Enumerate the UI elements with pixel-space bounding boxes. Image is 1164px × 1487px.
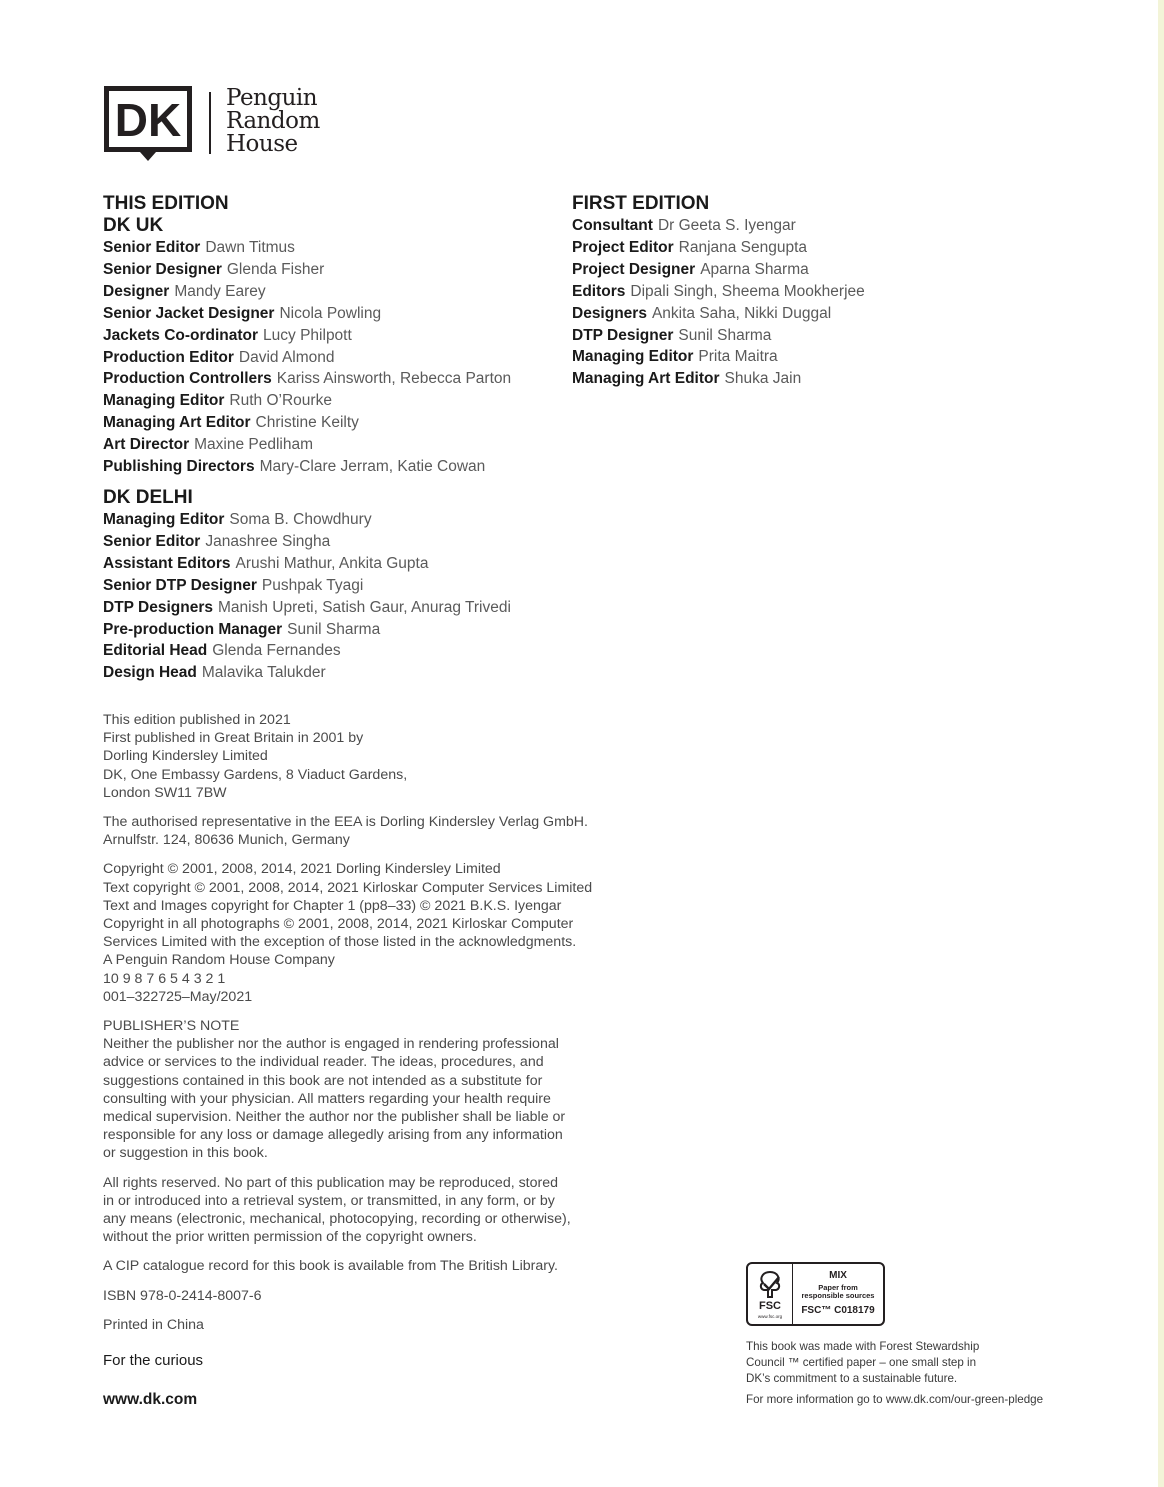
cip-record: A CIP catalogue record for this book is available from The British Library.	[103, 1258, 559, 1275]
this-edition-credits	[103, 193, 563, 684]
credit-names: Manish Upreti, Satish Gaur, Anurag Trivedi	[217, 598, 511, 616]
credit-role: Senior Editor	[103, 239, 201, 256]
publishers-note-line: advice or services to the individual reader. The ideas, procedures, and	[103, 1054, 544, 1071]
credit-names: Ranjana Sengupta	[678, 238, 808, 256]
fsc-mix: MIX	[829, 1270, 847, 1281]
credit-row	[103, 619, 563, 641]
credit-row	[103, 368, 563, 390]
credit-names: Maxine Pedliham	[194, 436, 314, 454]
credit-row	[572, 303, 1072, 325]
fsc-code: FSC™ C018179	[801, 1305, 875, 1316]
publication-line: This edition published in 2021	[103, 712, 291, 728]
credit-role: Designers	[572, 304, 647, 322]
fsc-mix-panel	[794, 1264, 882, 1324]
credit-names: Prita Maitra	[698, 348, 778, 366]
publication-line: London SW11 7BW	[103, 784, 227, 801]
credit-row	[103, 575, 563, 597]
publication-line: Dorling Kindersley Limited	[103, 748, 268, 765]
website-url: www.dk.com	[103, 1391, 198, 1408]
credit-names: Mandy Earey	[174, 282, 266, 300]
credit-role: Art Director	[103, 436, 190, 454]
credit-names: Nicola Powling	[279, 304, 382, 322]
imprint-text	[103, 711, 643, 1345]
publishers-note-line: consulting with your physician. All matters regarding your health require	[103, 1090, 551, 1107]
credit-row	[103, 237, 563, 259]
publishers-note-line: Neither the publisher nor the author is engaged in rendering professional	[103, 1036, 559, 1053]
dk-uk-credit-list	[103, 237, 563, 478]
credit-names: Aparna Sharma	[700, 260, 809, 278]
fsc-note-line: DK’s commitment to a sustainable future.	[746, 1372, 958, 1386]
dk-logo-icon	[104, 86, 192, 162]
publication-line: First published in Great Britain in 2001 by	[103, 730, 364, 747]
publishers-note-line: or suggestion in this book.	[103, 1145, 268, 1162]
fsc-logo-text: FSC	[759, 1300, 781, 1312]
credit-role: Production Controllers	[103, 370, 272, 388]
credit-row	[572, 325, 1072, 347]
credit-role: Managing Art Editor	[572, 370, 720, 388]
credit-role: Senior DTP Designer	[103, 576, 257, 594]
rights-reserved	[103, 1174, 643, 1247]
green-pledge-link[interactable]: For more information go to www.dk.com/our-green-pledge	[746, 1393, 1044, 1406]
credit-names: Janashree Singha	[205, 532, 331, 550]
credit-role: Managing Editor	[572, 348, 694, 366]
wordmark-line: House	[226, 131, 298, 157]
copyright-line: Text and Images copyright for Chapter 1 (pp8–33) © 2021 B.K.S. Iyengar	[103, 897, 562, 914]
copyright-line: 001–322725–May/2021	[103, 988, 253, 1005]
representative-line: The authorised representative in the EEA is Dorling Kindersley Verlag GmbH.	[103, 814, 588, 831]
rights-line: without the prior written permission of the copyright owners.	[103, 1229, 477, 1246]
fsc-sub-line: responsible sources	[801, 1291, 875, 1300]
credit-row	[103, 325, 563, 347]
tagline: For the curious	[103, 1352, 204, 1369]
printed-in: Printed in China	[103, 1316, 204, 1333]
credit-names: Sunil Sharma	[287, 620, 381, 638]
fsc-note	[746, 1339, 1026, 1388]
publishers-note-line: suggestions contained in this book are not intended as a substitute for	[103, 1072, 543, 1089]
credit-names: Shuka Jain	[724, 370, 802, 388]
credit-row	[103, 640, 563, 662]
logo-divider	[209, 92, 211, 154]
credit-row	[103, 347, 563, 369]
credit-role: Design Head	[103, 664, 197, 682]
fsc-logo	[748, 1264, 793, 1324]
rights-line: in or introduced into a retrieval system, or transmitted, in any form, or by	[103, 1192, 555, 1209]
credit-role: Assistant Editors	[103, 554, 231, 572]
penguin-random-house-wordmark	[226, 87, 320, 156]
fsc-sub	[794, 1284, 882, 1300]
credit-role: Project Editor	[572, 238, 674, 256]
credit-row	[103, 390, 563, 412]
credit-row	[572, 281, 1072, 303]
this-edition-heading: THIS EDITION	[103, 193, 229, 214]
credit-role: Senior Editor	[103, 532, 201, 550]
credit-names: Lucy Philpott	[263, 326, 352, 344]
credit-names: Mary-Clare Jerram, Katie Cowan	[259, 458, 486, 476]
credit-names: Christine Keilty	[255, 414, 359, 432]
credit-role: Editorial Head	[103, 642, 208, 660]
credit-row	[103, 456, 563, 478]
credit-role: Managing Editor	[103, 510, 225, 528]
wordmark-line: Random	[226, 108, 320, 134]
credit-role: Jackets Co-ordinator	[103, 326, 259, 344]
eea-representative	[103, 813, 643, 849]
credit-names: Soma B. Chowdhury	[229, 510, 372, 528]
credit-role: Consultant	[572, 217, 653, 234]
publishers-note-line: PUBLISHER’S NOTE	[103, 1018, 240, 1035]
copyright-line: Copyright © 2001, 2008, 2014, 2021 Dorling Kindersley Limited	[103, 861, 501, 878]
copyright-notice	[103, 860, 643, 1006]
publication-line: DK, One Embassy Gardens, 8 Viaduct Gardens,	[103, 766, 408, 783]
credit-names: Dipali Singh, Sheema Mookherjee	[630, 282, 865, 300]
credit-row	[572, 237, 1072, 259]
first-edition-heading: FIRST EDITION	[572, 193, 710, 214]
credit-row	[103, 553, 563, 575]
credit-names: Ruth O’Rourke	[229, 392, 332, 410]
credit-names: David Almond	[238, 348, 335, 366]
rights-line: All rights reserved. No part of this publication may be reproduced, stored	[103, 1174, 559, 1191]
credit-row	[103, 281, 563, 303]
copyright-line: Copyright in all photographs © 2001, 2008, 2014, 2021 Kirloskar Computer	[103, 916, 574, 933]
rights-line: any means (electronic, mechanical, photocopying, recording or otherwise),	[103, 1211, 571, 1228]
credit-role: Managing Art Editor	[103, 414, 251, 432]
credit-row	[572, 215, 1072, 237]
credit-names: Arushi Mathur, Ankita Gupta	[235, 554, 429, 572]
page-edge-strip	[1158, 0, 1164, 1487]
wordmark-line: Penguin	[226, 85, 318, 111]
credit-role: DTP Designers	[103, 598, 213, 616]
credit-names: Kariss Ainsworth, Rebecca Parton	[276, 370, 512, 388]
copyright-line: Services Limited with the exception of those listed in the acknowledgments.	[103, 934, 577, 951]
credit-names: Sunil Sharma	[678, 326, 772, 344]
credit-names: Glenda Fisher	[226, 260, 325, 278]
publishers-note-line: responsible for any loss or damage allegedly arising from any information	[103, 1127, 563, 1144]
credit-row	[103, 303, 563, 325]
credit-row	[103, 662, 563, 684]
isbn: ISBN 978-0-2414-8007-6	[103, 1287, 262, 1304]
publication-details	[103, 711, 643, 802]
credit-names: Glenda Fernandes	[212, 642, 341, 660]
credit-row	[103, 259, 563, 281]
credit-row	[572, 368, 1072, 390]
copyright-line: A Penguin Random House Company	[103, 952, 335, 969]
fsc-url: www.fsc.org	[757, 1314, 783, 1319]
credit-names: Pushpak Tyagi	[261, 576, 364, 594]
dk-uk-heading: DK UK	[103, 215, 164, 236]
credit-row	[103, 531, 563, 553]
fsc-sub-line: Paper from	[818, 1283, 858, 1292]
credit-names: Dr Geeta S. Iyengar	[657, 217, 796, 234]
credit-row	[103, 509, 563, 531]
credit-row	[572, 259, 1072, 281]
dk-logo-text: DK	[114, 94, 182, 146]
credit-row	[103, 597, 563, 619]
copyright-line: 10 9 8 7 6 5 4 3 2 1	[103, 970, 226, 987]
first-edition-credit-list	[572, 215, 1072, 390]
credit-role: Senior Jacket Designer	[103, 304, 275, 322]
credit-role: Pre-production Manager	[103, 620, 283, 638]
credit-role: Editors	[572, 282, 626, 300]
credit-role: Managing Editor	[103, 392, 225, 410]
credit-role: Project Designer	[572, 260, 696, 278]
fsc-note-line: Council ™ certified paper – one small step in	[746, 1356, 977, 1370]
credit-role: Production Editor	[103, 348, 234, 366]
fsc-tree-check-icon	[754, 1269, 786, 1301]
credit-role: DTP Designer	[572, 326, 674, 344]
fsc-label	[746, 1262, 885, 1326]
credit-row	[103, 412, 563, 434]
copyright-line: Text copyright © 2001, 2008, 2014, 2021 Kirloskar Computer Services Limited	[103, 879, 593, 896]
credit-row	[103, 434, 563, 456]
publishers-note	[103, 1017, 643, 1163]
credit-names: Malavika Talukder	[201, 664, 326, 682]
credit-role: Designer	[103, 282, 170, 300]
representative-line: Arnulfstr. 124, 80636 Munich, Germany	[103, 832, 350, 849]
publishers-note-line: medical supervision. Neither the author nor the publisher shall be liable or	[103, 1109, 566, 1126]
credit-role: Senior Designer	[103, 260, 222, 278]
dk-delhi-credit-list	[103, 509, 563, 684]
fsc-note-line: This book was made with Forest Stewardship	[746, 1340, 980, 1353]
first-edition-credits	[572, 193, 1072, 390]
credit-row	[572, 346, 1072, 368]
credit-role: Publishing Directors	[103, 458, 255, 476]
credit-names: Dawn Titmus	[205, 239, 295, 256]
credit-names: Ankita Saha, Nikki Duggal	[651, 304, 832, 322]
dk-delhi-heading: DK DELHI	[103, 486, 193, 508]
